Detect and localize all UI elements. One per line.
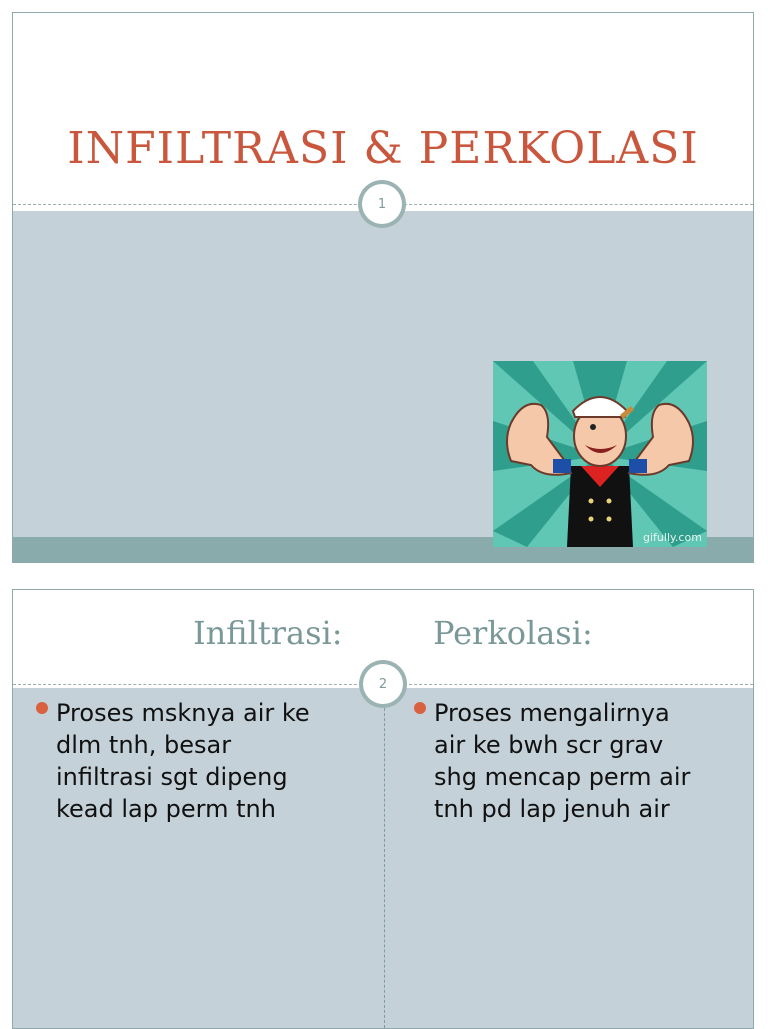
left-column-heading: Infiltrasi: bbox=[193, 614, 343, 652]
left-bullet-text bbox=[56, 697, 310, 825]
bullet-dot bbox=[414, 702, 426, 714]
right-column-heading: Perkolasi: bbox=[433, 614, 593, 652]
slide-number: 2 bbox=[378, 676, 388, 692]
content-slide[interactable] bbox=[12, 589, 754, 1029]
title-slide[interactable] bbox=[12, 12, 754, 563]
slide-number-badge bbox=[362, 184, 402, 224]
slide-number-badge bbox=[363, 664, 403, 704]
bullet-line: air ke bwh scr grav bbox=[434, 731, 664, 759]
slide-title: INFILTRASI & PERKOLASI bbox=[67, 123, 699, 174]
bullet-line: shg mencap perm air bbox=[434, 763, 691, 791]
bullet-line: infiltrasi sgt dipeng bbox=[56, 763, 288, 791]
column-divider bbox=[384, 688, 385, 1028]
bullet-line: Proses mengalirnya bbox=[434, 699, 670, 727]
bullet-line: kead lap perm tnh bbox=[56, 795, 276, 823]
right-bullet-text bbox=[434, 697, 690, 825]
cartoon-sailor-image bbox=[493, 361, 707, 547]
watermark-text: gifully.com bbox=[643, 531, 702, 544]
bullet-line: Proses msknya air ke bbox=[56, 699, 310, 727]
bullet-line: tnh pd lap jenuh air bbox=[434, 795, 670, 823]
bullet-line: dlm tnh, besar bbox=[56, 731, 232, 759]
bullet-dot bbox=[36, 702, 48, 714]
slide-number: 1 bbox=[377, 196, 387, 212]
